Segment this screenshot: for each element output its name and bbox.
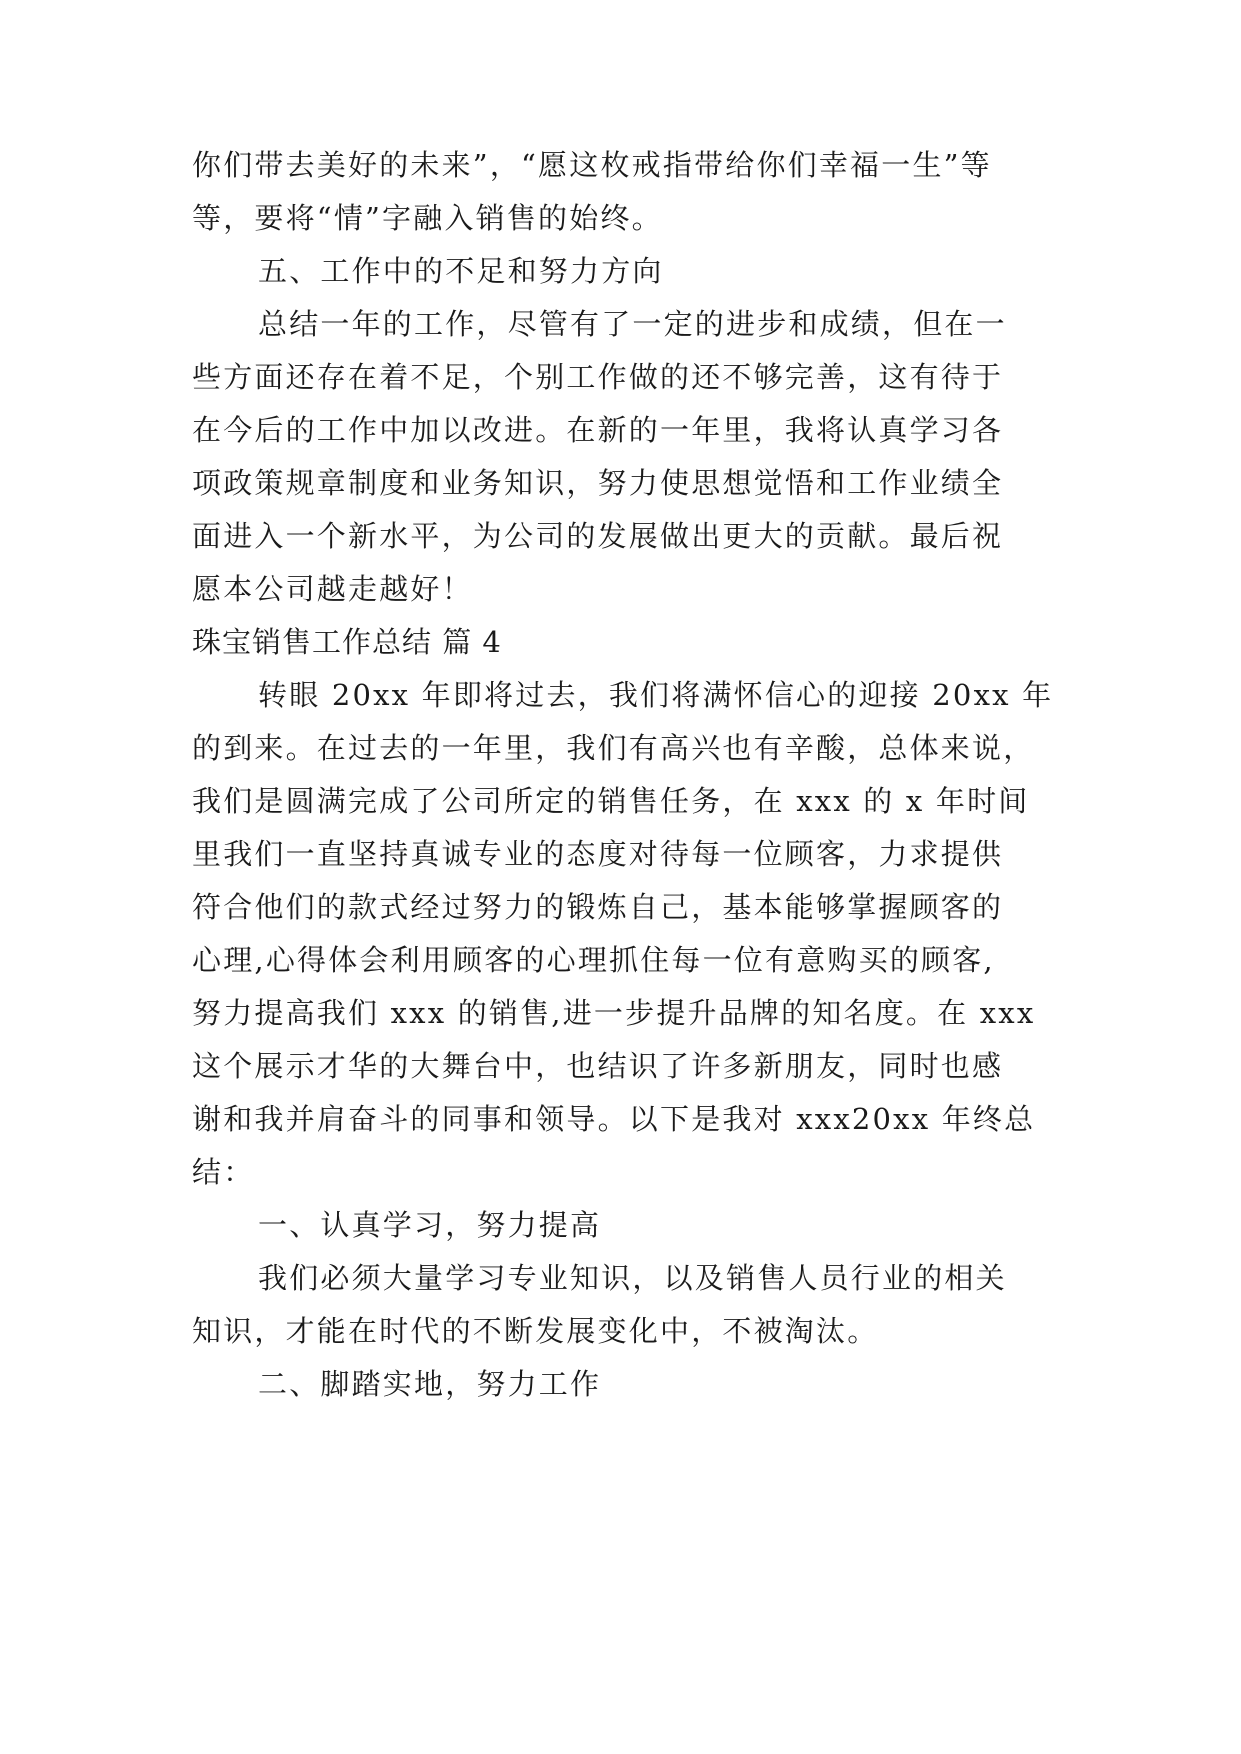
text-line: 符合他们的款式经过努力的锻炼自己，基本能够掌握顾客的	[192, 890, 1004, 924]
section-heading: 一、认真学习，努力提高	[258, 1208, 602, 1242]
section-heading: 二、脚踏实地，努力工作	[258, 1367, 602, 1401]
text-line: 你们带去美好的未来”，“愿这枚戒指带给你们幸福一生”等	[192, 148, 992, 182]
text-line: 些方面还存在着不足，个别工作做的还不够完善，这有待于	[192, 360, 1004, 394]
text-line: 谢和我并肩奋斗的同事和领导。以下是我对 xxx20xx 年终总	[192, 1102, 1036, 1136]
text-line: 这个展示才华的大舞台中，也结识了许多新朋友，同时也感	[192, 1049, 1004, 1083]
text-line: 的到来。在过去的一年里，我们有高兴也有辛酸，总体来说，	[192, 731, 1035, 765]
text-line: 里我们一直坚持真诚专业的态度对待每一位顾客，力求提供	[192, 837, 1004, 871]
paragraph-first-line: 我们必须大量学习专业知识，以及销售人员行业的相关	[258, 1261, 1007, 1295]
text-line: 我们是圆满完成了公司所定的销售任务，在 xxx 的 x 年时间	[192, 784, 1030, 818]
article-title: 珠宝销售工作总结 篇 4	[192, 625, 502, 659]
paragraph-first-line: 总结一年的工作，尽管有了一定的进步和成绩，但在一	[258, 307, 1007, 341]
text-line: 结：	[192, 1155, 255, 1189]
text-line: 知识，才能在时代的不断发展变化中，不被淘汰。	[192, 1314, 879, 1348]
text-line: 项政策规章制度和业务知识，努力使思想觉悟和工作业绩全	[192, 466, 1004, 500]
paragraph-first-line: 转眼 20xx 年即将过去，我们将满怀信心的迎接 20xx 年	[258, 678, 1054, 712]
text-line: 愿本公司越走越好！	[192, 572, 473, 606]
text-line: 等，要将“情”字融入销售的始终。	[192, 201, 663, 235]
text-line: 心理,心得体会利用顾客的心理抓住每一位有意购买的顾客,	[192, 943, 995, 977]
text-line: 努力提高我们 xxx 的销售,进一步提升品牌的知名度。在 xxx	[192, 996, 1036, 1030]
section-heading: 五、工作中的不足和努力方向	[258, 254, 664, 288]
text-line: 面进入一个新水平，为公司的发展做出更大的贡献。最后祝	[192, 519, 1004, 553]
text-line: 在今后的工作中加以改进。在新的一年里，我将认真学习各	[192, 413, 1004, 447]
